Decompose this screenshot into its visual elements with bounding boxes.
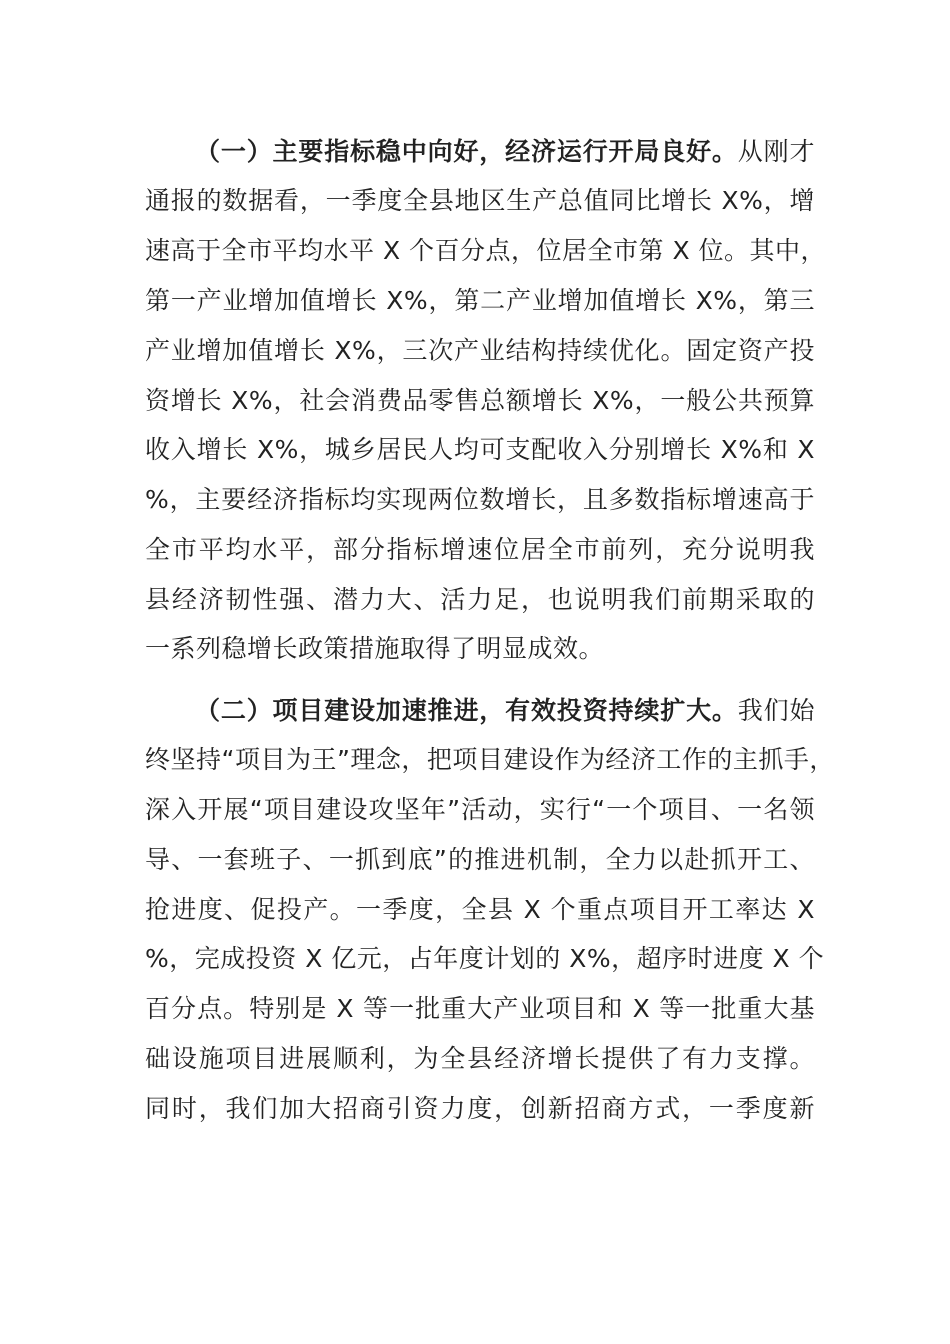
paragraph-line: 第一产业增加值增长 X%，第二产业增加值增长 X%，第三 [145, 286, 815, 315]
paragraph-text: 从刚才 [737, 137, 815, 166]
paragraph-line [195, 696, 815, 726]
paragraph-line: %，完成投资 X 亿元，占年度计划的 X%，超序时进度 X 个 [145, 944, 825, 973]
paragraph-line [195, 137, 815, 167]
paragraph-line: %，主要经济指标均实现两位数增长，且多数指标增速高于 [145, 485, 815, 514]
paragraph-line: 一系列稳增长政策措施取得了明显成效。 [145, 634, 605, 663]
section-heading: （一）主要指标稳中向好，经济运行开局良好。 [195, 137, 738, 166]
section-heading: （二）项目建设加速推进，有效投资持续扩大。 [195, 696, 738, 725]
paragraph-line: 深入开展“项目建设攻坚年”活动，实行“一个项目、一名领 [145, 795, 815, 824]
paragraph-line: 收入增长 X%，城乡居民人均可支配收入分别增长 X%和 X [145, 435, 815, 464]
paragraph-line: 础设施项目进展顺利，为全县经济增长提供了有力支撑。 [145, 1044, 815, 1073]
paragraph-line: 百分点。特别是 X 等一批重大产业项目和 X 等一批重大基 [145, 994, 815, 1023]
paragraph-line: 全市平均水平，部分指标增速位居全市前列，充分说明我 [145, 535, 815, 564]
paragraph-line: 抢进度、促投产。一季度，全县 X 个重点项目开工率达 X [145, 895, 815, 924]
paragraph-line: 产业增加值增长 X%，三次产业结构持续优化。固定资产投 [145, 336, 815, 365]
paragraph-line: 资增长 X%，社会消费品零售总额增长 X%，一般公共预算 [145, 386, 815, 415]
paragraph-line: 终坚持“项目为王”理念，把项目建设作为经济工作的主抓手， [145, 745, 835, 774]
paragraph-line: 通报的数据看，一季度全县地区生产总值同比增长 X%，增 [145, 186, 815, 215]
paragraph-line: 县经济韧性强、潜力大、活力足，也说明我们前期采取的 [145, 585, 815, 614]
paragraph-line: 同时，我们加大招商引资力度，创新招商方式，一季度新 [145, 1094, 815, 1123]
paragraph-line: 导、一套班子、一抓到底”的推进机制，全力以赴抓开工、 [145, 845, 815, 874]
paragraph-text: 我们始 [737, 696, 815, 725]
paragraph-line: 速高于全市平均水平 X 个百分点，位居全市第 X 位。其中， [145, 236, 827, 265]
